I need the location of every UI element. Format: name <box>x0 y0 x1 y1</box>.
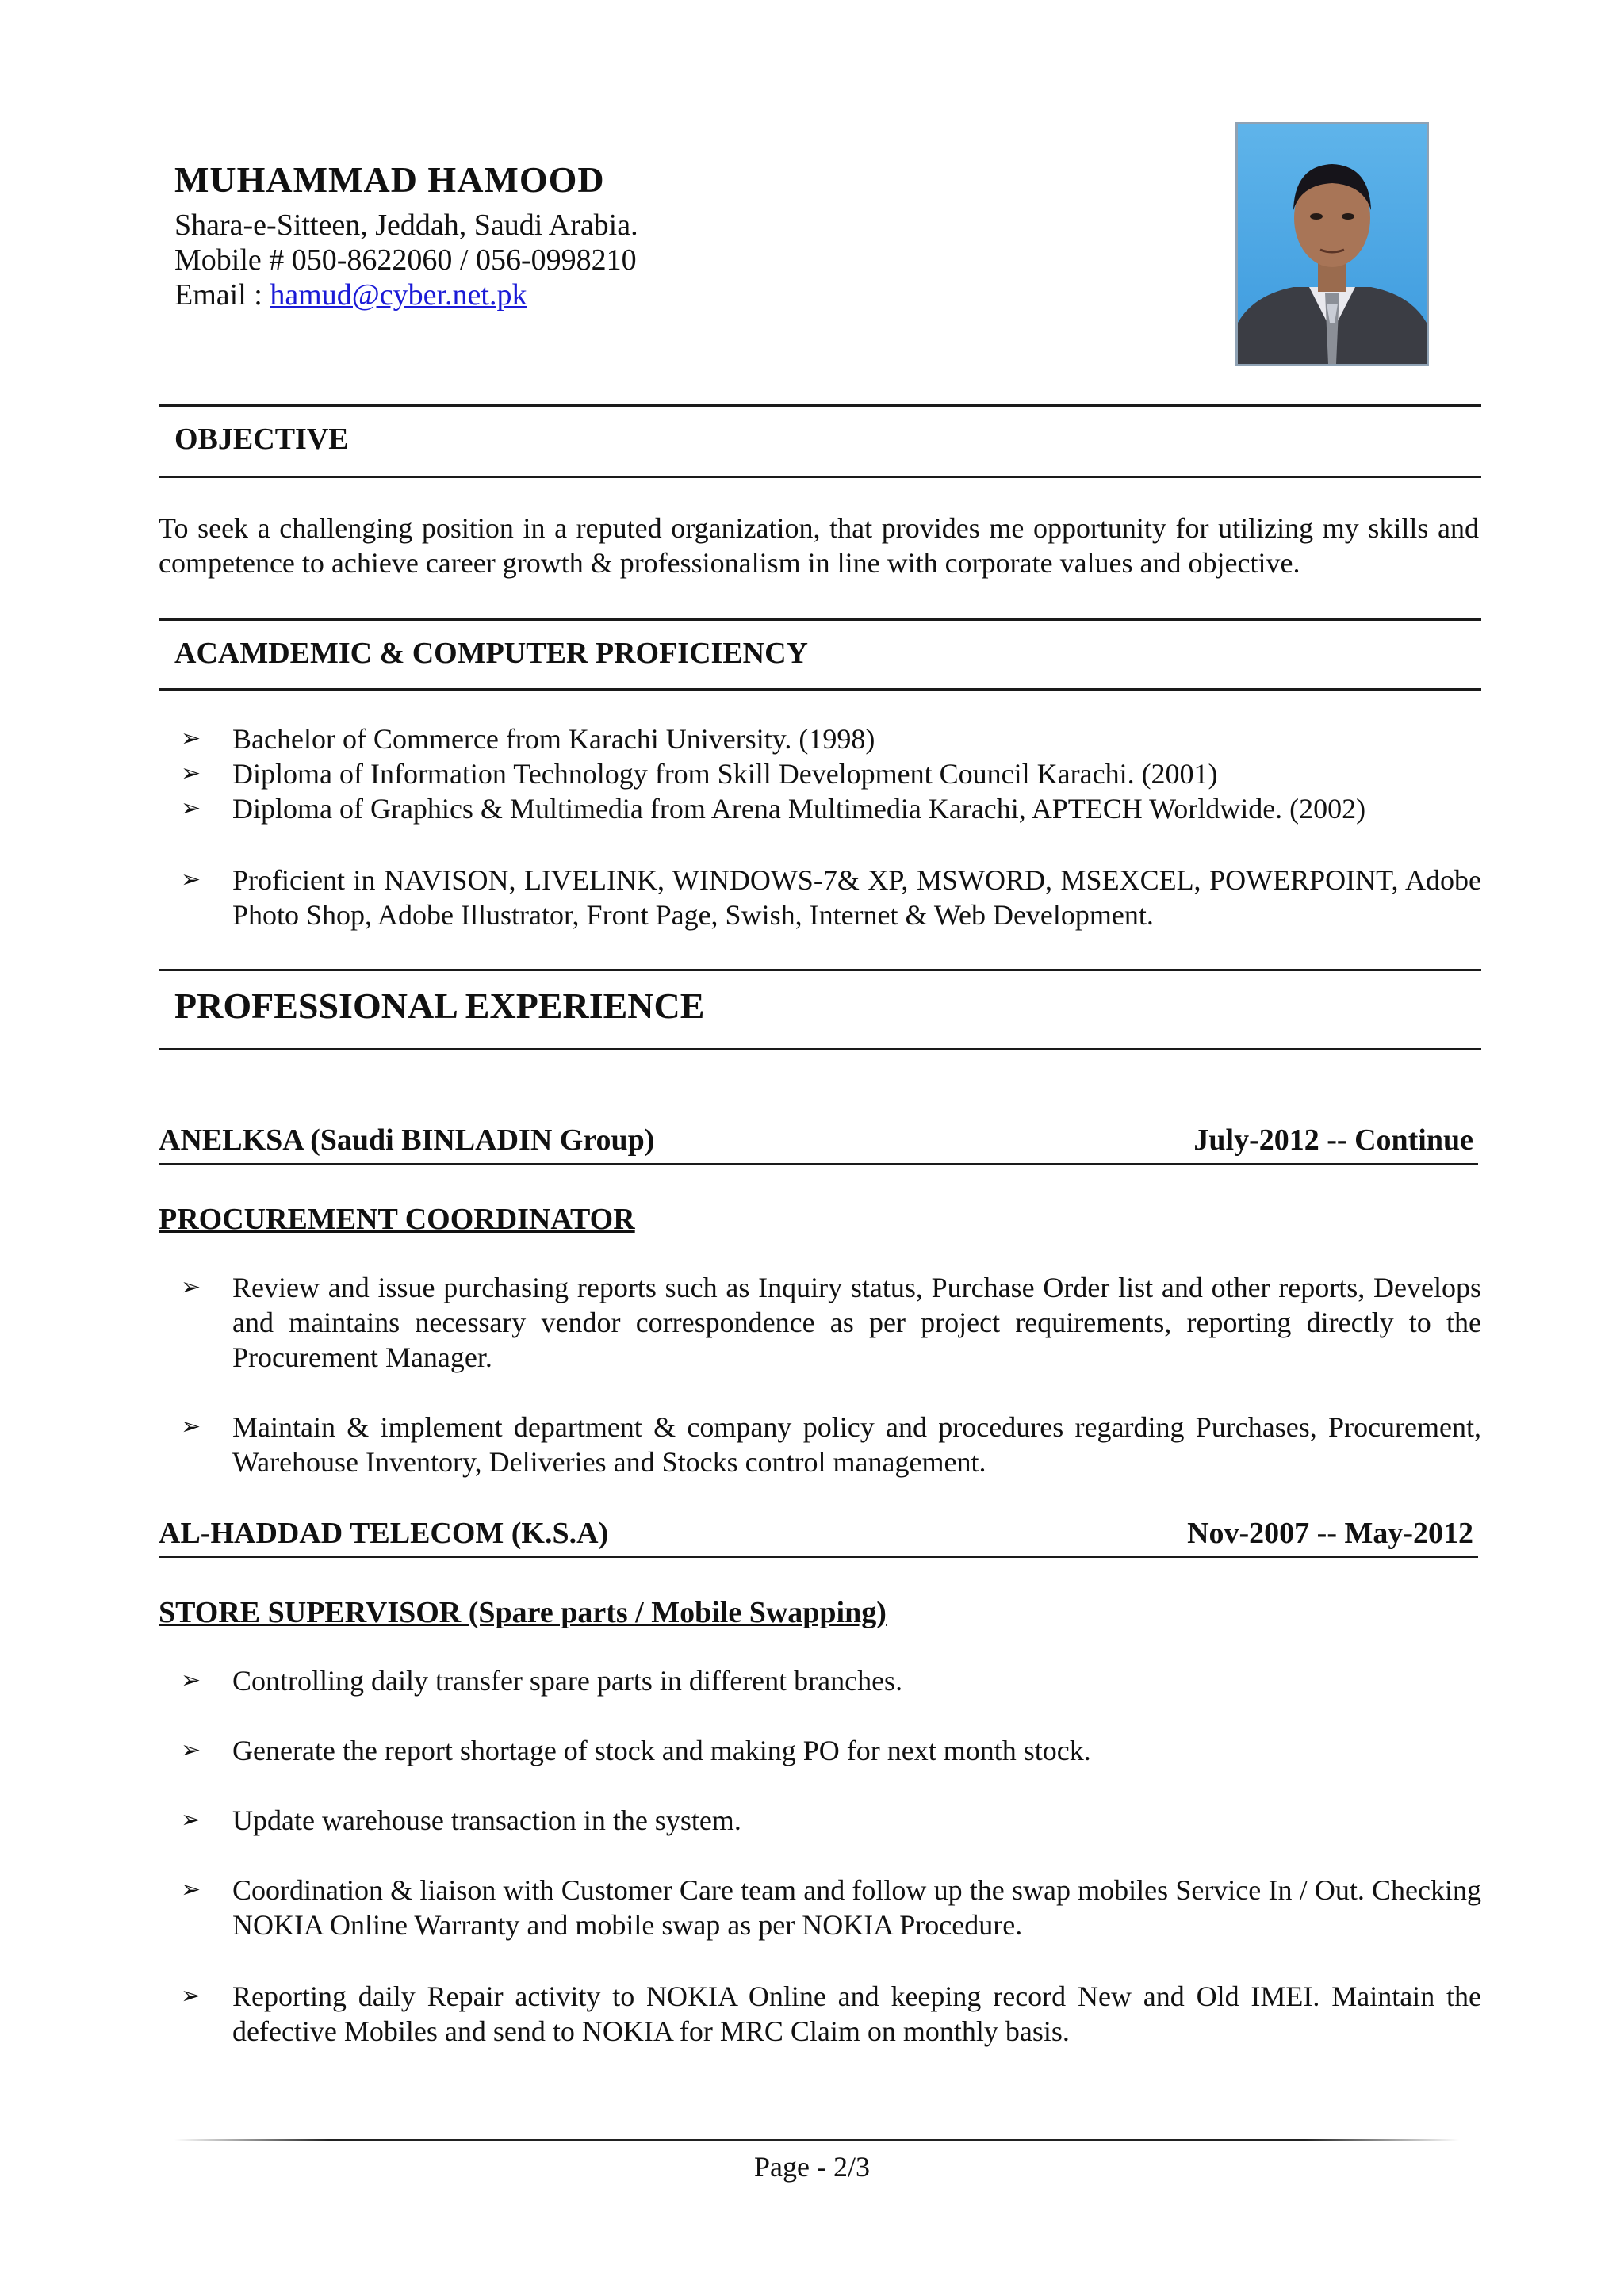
experience-heading: PROFESSIONAL EXPERIENCE <box>174 985 705 1026</box>
objective-heading: OBJECTIVE <box>174 423 349 456</box>
list-item <box>181 1803 1481 1838</box>
job-dates: July-2012 -- Continue <box>1193 1123 1473 1157</box>
divider <box>159 1048 1481 1050</box>
mobile-number: Mobile # 050-8622060 / 056-0998210 <box>174 243 637 277</box>
list-item-text: Proficient in NAVISON, LIVELINK, WINDOWS-7& XP, MSWORD, MSEXCEL, POWERPOINT, Adobe Photo Shop, Adobe Illustrator, Front Page, Swish, Internet & Web Development. <box>232 864 1481 931</box>
job-title: STORE SUPERVISOR (Spare parts / Mobile Swapping) <box>159 1596 887 1629</box>
job-title: PROCUREMENT COORDINATOR <box>159 1203 635 1236</box>
list-item-text: Reporting daily Repair activity to NOKIA Online and keeping record New and Old IMEI. Maintain the defective Mobiles and send to NOKIA for MRC Claim on monthly basis. <box>232 1980 1481 2047</box>
list-item <box>181 721 1481 756</box>
divider <box>159 1556 1478 1558</box>
divider <box>159 404 1481 407</box>
divider <box>159 969 1481 971</box>
list-item-text: Generate the report shortage of stock and making PO for next month stock. <box>232 1735 1091 1766</box>
divider <box>159 618 1481 621</box>
job-dates: Nov-2007 -- May-2012 <box>1187 1517 1473 1550</box>
list-item-text: Review and issue purchasing reports such as Inquiry status, Purchase Order list and other reports, Develops and maintains necessary vendor correspondence as per project requirements, reporting directly to the Procurement Manager. <box>232 1272 1481 1373</box>
arrow-bullet-icon: ➢ <box>181 1806 201 1834</box>
list-item-text: Coordination & liaison with Customer Care team and follow up the swap mobiles Service In / Out. Checking NOKIA Online Warranty and mobile swap as per NOKIA Procedure. <box>232 1874 1481 1941</box>
list-item-text: Update warehouse transaction in the system. <box>232 1804 741 1836</box>
list-item <box>181 1733 1481 1768</box>
list-item <box>181 1410 1481 1479</box>
list-item-text: Diploma of Information Technology from Skill Development Council Karachi. (2001) <box>232 758 1218 790</box>
profile-photo <box>1235 122 1429 366</box>
arrow-bullet-icon: ➢ <box>181 1876 201 1904</box>
list-item <box>181 1979 1481 2049</box>
email-link[interactable]: hamud@cyber.net.pk <box>270 278 527 312</box>
divider <box>159 476 1481 478</box>
divider <box>159 688 1481 691</box>
page-number: Page - 2/3 <box>754 2151 870 2183</box>
list-item <box>181 1663 1481 1698</box>
email-line <box>174 277 527 312</box>
arrow-bullet-icon: ➢ <box>181 760 201 787</box>
portrait-illustration <box>1238 124 1427 364</box>
divider <box>159 1163 1478 1165</box>
list-item-text: Controlling daily transfer spare parts in different branches. <box>232 1665 903 1697</box>
arrow-bullet-icon: ➢ <box>181 725 201 752</box>
email-label: Email : <box>174 278 270 312</box>
footer-divider <box>174 2139 1459 2141</box>
list-item <box>181 863 1481 932</box>
candidate-name: MUHAMMAD HAMOOD <box>174 159 605 200</box>
arrow-bullet-icon: ➢ <box>181 1982 201 2010</box>
list-item-text: Bachelor of Commerce from Karachi University. (1998) <box>232 723 875 755</box>
arrow-bullet-icon: ➢ <box>181 866 201 894</box>
list-item <box>181 756 1481 791</box>
job-company: ANELKSA (Saudi BINLADIN Group) <box>159 1123 655 1157</box>
list-item <box>181 791 1481 826</box>
list-item-text: Diploma of Graphics & Multimedia from Arena Multimedia Karachi, APTECH Worldwide. (2002) <box>232 793 1366 825</box>
arrow-bullet-icon: ➢ <box>181 1273 201 1301</box>
arrow-bullet-icon: ➢ <box>181 794 201 822</box>
arrow-bullet-icon: ➢ <box>181 1667 201 1694</box>
academic-heading: ACAMDEMIC & COMPUTER PROFICIENCY <box>174 637 809 670</box>
list-item <box>181 1873 1481 1942</box>
address: Shara-e-Sitteen, Jeddah, Saudi Arabia. <box>174 209 638 242</box>
list-item <box>181 1270 1481 1375</box>
list-item-text: Maintain & implement department & company policy and procedures regarding Purchases, Procurement, Warehouse Inventory, Deliveries and Stocks control management. <box>232 1411 1481 1478</box>
arrow-bullet-icon: ➢ <box>181 1736 201 1764</box>
job-company: AL-HADDAD TELECOM (K.S.A) <box>159 1517 609 1550</box>
arrow-bullet-icon: ➢ <box>181 1413 201 1441</box>
objective-text: To seek a challenging position in a reputed organization, that provides me opportunity for utilizing my skills and competence to achieve career growth & professionalism in line with corporate values and objective. <box>159 512 1479 579</box>
